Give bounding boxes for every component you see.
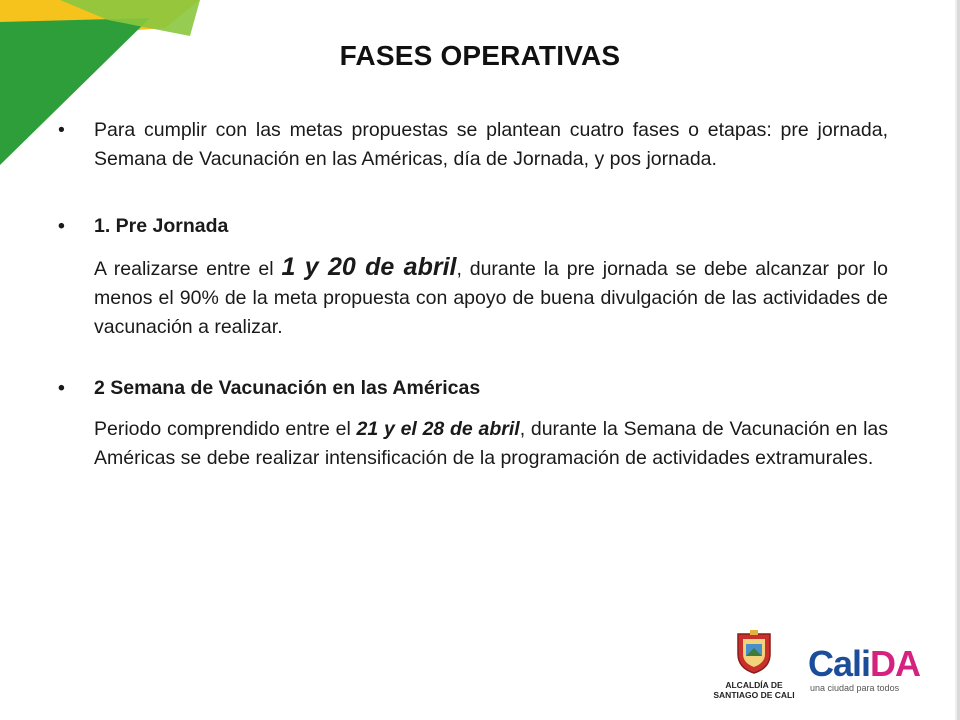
calida-tagline: una ciudad para todos [810, 683, 900, 693]
alcaldia-caption [712, 680, 796, 700]
bullet-dot: • [58, 215, 65, 237]
section1-text-before: A realizarse entre el [94, 258, 282, 280]
coat-of-arms-icon [732, 628, 776, 674]
calida-word-part2: DA [870, 643, 921, 684]
alcaldia-cali-logo [712, 628, 796, 700]
intro-text: Para cumplir con las metas propuestas se plantean cuatro fases o etapas: pre jornada, Semana de Vacunación en las Américas, día de Jornada, y pos jornada. [94, 119, 888, 170]
section1-highlight-dates: 1 y 20 de abril [281, 253, 457, 281]
slide-title: FASES OPERATIVAS [339, 40, 621, 71]
calida-word-part1: Cali [808, 643, 871, 684]
section1-heading-bullet [58, 212, 888, 241]
slide-content [58, 116, 888, 473]
section1-text-after: , durante la pre jornada se debe alcanzar por lo menos el 90% de la meta propuesta con apoyo de buena divulgación de las actividades de vacunación a realizar. [94, 258, 888, 338]
alcaldia-line1: ALCALDÍA DE [725, 680, 783, 690]
section1-paragraph [58, 253, 888, 342]
section2-highlight-dates: 21 y el 28 de abril [356, 418, 520, 440]
section1-heading: 1. Pre Jornada [94, 215, 229, 237]
section2-paragraph [58, 415, 888, 473]
calida-wordmark [808, 645, 938, 683]
bullet-dot: • [58, 377, 65, 399]
section2-heading-bullet [58, 374, 888, 403]
section2-text-before: Periodo comprendido entre el [94, 418, 357, 440]
alcaldia-line2: SANTIAGO DE CALI [713, 690, 795, 700]
section2-heading: 2 Semana de Vacunación en las Américas [94, 377, 481, 399]
calida-logo [808, 645, 938, 700]
intro-bullet [58, 116, 888, 174]
bullet-dot: • [58, 119, 65, 141]
section2-text-after: , durante la Semana de Vacunación en las Américas se debe realizar intensificación de la programación de actividades extramurales. [94, 418, 889, 469]
